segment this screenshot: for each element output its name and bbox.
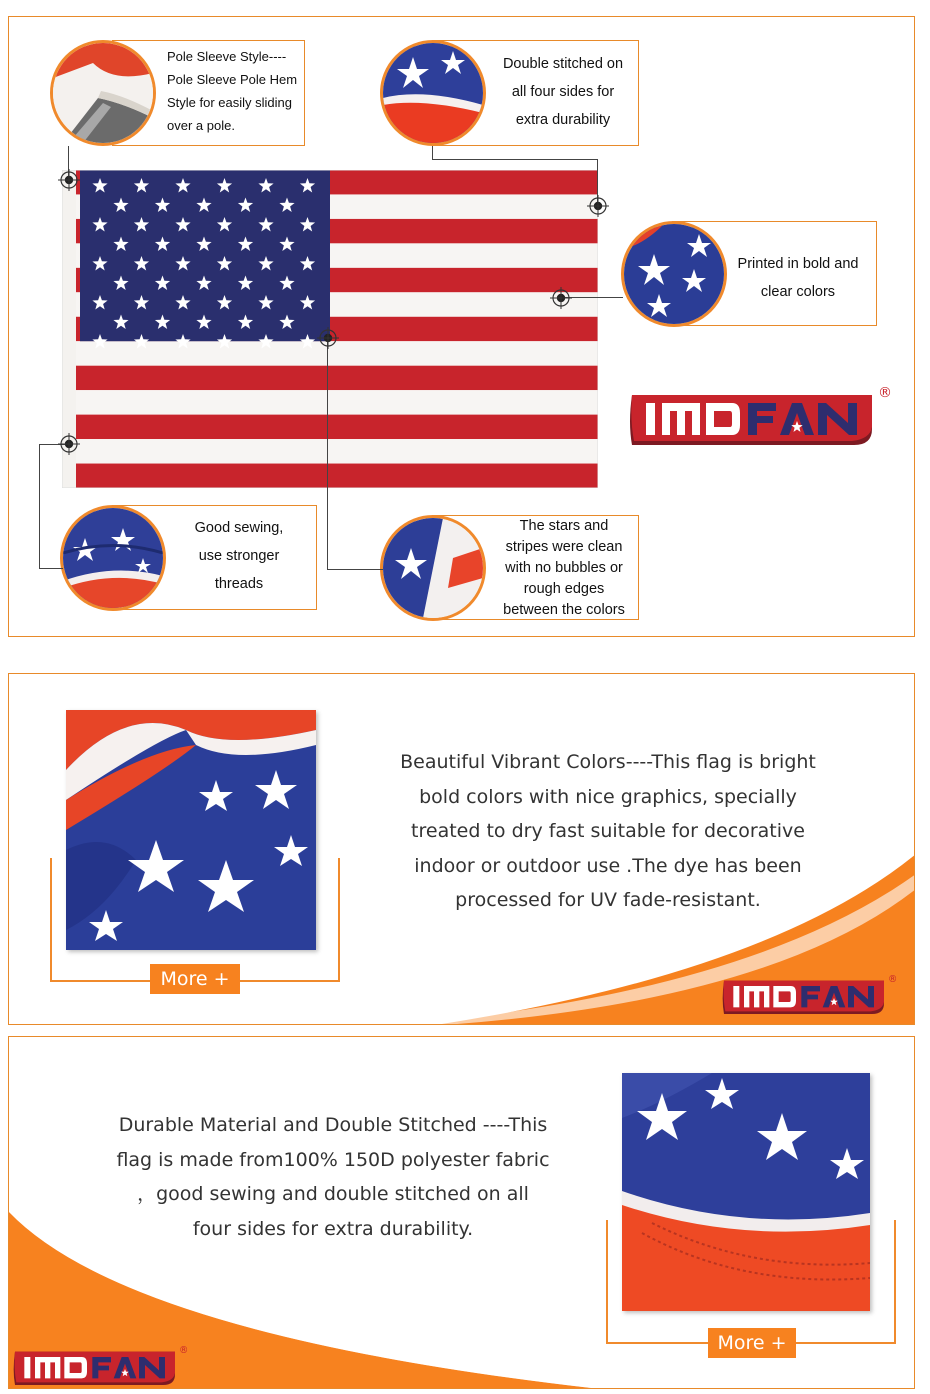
imdfan-logo xyxy=(720,972,900,1020)
double-stitched-leader-v1 xyxy=(432,146,433,159)
vibrant-colors-line-3: treated to dry fast suitable for decorative xyxy=(411,820,805,842)
durable-material-line-1: Durable Material and Double Stitched ----This xyxy=(118,1114,548,1136)
good-sewing-text xyxy=(168,514,310,598)
vibrant-colors-description xyxy=(385,745,831,918)
photo-frame-right xyxy=(338,858,340,982)
double-stitched-line-1: Double stitched on xyxy=(502,56,624,72)
vibrant-colors-line-4: indoor or outdoor use .The dye has been xyxy=(414,854,802,877)
good-sewing-leader-v xyxy=(39,444,40,569)
pole-sleeve-line-2: Pole Sleeve Pole Hem xyxy=(167,72,298,87)
double-stitched-line-3: extra durability xyxy=(515,112,611,128)
clean-stars-line-3: with no bubbles or xyxy=(505,560,623,576)
clean-stars-leader-h xyxy=(327,569,383,570)
svg-text:®: ® xyxy=(179,1345,189,1356)
svg-text:®: ® xyxy=(878,385,892,401)
good-sewing-leader-h2 xyxy=(39,568,63,569)
good-sewing-line-1: Good sewing, xyxy=(194,520,284,536)
pole-sleeve-line-3: Style for easily sliding xyxy=(167,95,292,110)
photo-frame-right xyxy=(894,1220,896,1344)
pole-sleeve-line-1: Pole Sleeve Style---- xyxy=(167,49,287,64)
clean-stars-closeup-image xyxy=(380,515,486,621)
clean-stars-leader-v xyxy=(327,338,328,570)
double-stitched-closeup-image xyxy=(380,40,486,146)
printed-line-2: clear colors xyxy=(760,284,836,300)
vibrant-colors-line-5: processed for UV fade-resistant. xyxy=(455,889,761,911)
vibrant-colors-line-1: Beautiful Vibrant Colors----This flag is bright xyxy=(400,751,816,773)
printed-closeup-image xyxy=(621,221,727,327)
pole-sleeve-closeup-image xyxy=(50,40,156,146)
clean-stars-line-1: The stars and xyxy=(519,518,609,534)
good-sewing-line-3: threads xyxy=(214,576,264,592)
clean-stars-line-4: rough edges xyxy=(523,581,605,597)
durable-material-photo xyxy=(622,1073,870,1311)
durable-material-line-2: flag is made from100% 150D polyester fabric xyxy=(116,1148,550,1171)
clean-stars-line-5: between the colors xyxy=(503,602,625,618)
vibrant-colors-line-2: bold colors with nice graphics, specially xyxy=(419,785,797,808)
good-sewing-target-icon xyxy=(58,433,80,455)
pole-sleeve-text xyxy=(167,45,303,137)
double-stitched-leader-h xyxy=(432,159,598,160)
clean-stars-target-icon xyxy=(317,327,339,349)
printed-target-icon xyxy=(550,287,572,309)
durable-material-line-3: ，good sewing and double stitched on all xyxy=(137,1183,529,1205)
good-sewing-closeup-image xyxy=(60,505,166,611)
durable-material-description xyxy=(110,1108,556,1246)
clean-stars-text xyxy=(490,516,638,621)
clean-stars-line-2: stripes were clean xyxy=(505,539,623,555)
durable-material-line-4: four sides for extra durability. xyxy=(192,1217,474,1240)
more-button[interactable]: More + xyxy=(708,1328,796,1358)
double-stitched-text xyxy=(488,50,638,134)
imdfan-logo xyxy=(626,383,896,453)
printed-text xyxy=(727,250,869,306)
double-stitched-target-icon xyxy=(587,195,609,217)
photo-frame-left xyxy=(50,858,52,982)
pole-sleeve-target-icon xyxy=(58,169,80,191)
svg-text:®: ® xyxy=(888,974,898,985)
vibrant-colors-photo xyxy=(66,710,316,950)
printed-line-1: Printed in bold and xyxy=(737,256,859,272)
more-button[interactable]: More + xyxy=(150,964,240,994)
photo-frame-left xyxy=(606,1220,608,1344)
imdfan-logo xyxy=(11,1343,191,1391)
double-stitched-line-2: all four sides for xyxy=(511,84,615,100)
pole-sleeve-line-4: over a pole. xyxy=(167,118,235,133)
good-sewing-line-2: use stronger xyxy=(198,548,280,564)
